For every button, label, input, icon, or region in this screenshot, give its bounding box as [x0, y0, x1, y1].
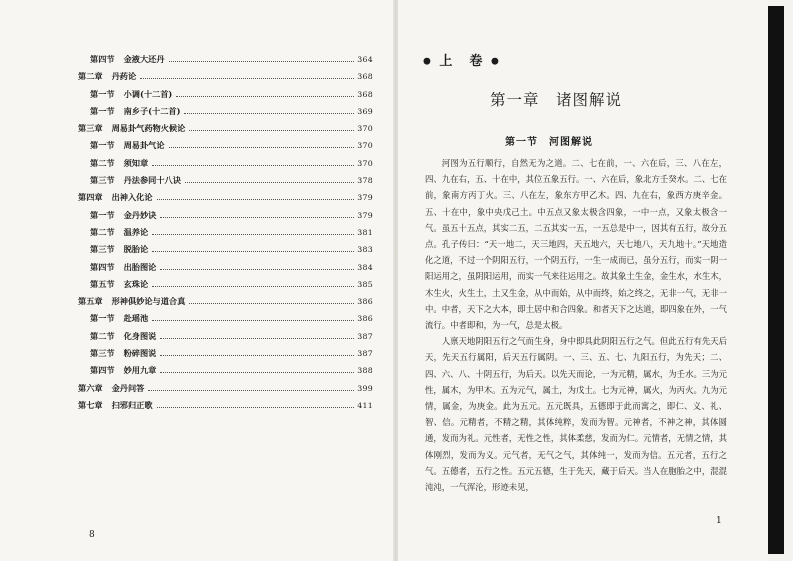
toc-entry-page: 411: [357, 400, 373, 410]
toc-dot-leader: [152, 164, 354, 166]
toc-dot-leader: [160, 371, 354, 373]
toc-entry-page: 386: [357, 297, 373, 307]
table-of-contents: [78, 54, 373, 417]
toc-entry-number: 第四节: [90, 365, 115, 376]
toc-entry-title: 出胎图论: [123, 261, 157, 272]
toc-entry-page: 370: [357, 141, 373, 151]
toc-dot-leader: [140, 77, 354, 79]
toc-dot-leader: [160, 268, 354, 270]
toc-entry-title: 扫邪归正歌: [111, 399, 153, 410]
toc-entry-number: 第三节: [90, 175, 115, 186]
toc-dot-leader: [184, 112, 354, 114]
toc-entry-title: 丹药论: [111, 71, 137, 82]
toc-entry-number: 第四节: [90, 54, 115, 64]
toc-entry-page: 368: [357, 72, 373, 82]
toc-entry-number: 第五节: [90, 278, 115, 289]
toc-entry-title: 形神俱妙论与道合真: [111, 296, 186, 307]
toc-entry: [78, 158, 373, 175]
toc-entry-title: 粉碎图说: [123, 348, 157, 359]
toc-entry: [78, 227, 373, 244]
toc-entry: [78, 279, 373, 296]
toc-entry-title: 周易卦气论: [123, 140, 165, 151]
toc-entry-page: 368: [357, 89, 373, 99]
toc-dot-leader: [157, 406, 355, 408]
toc-entry-title: 赴瑶池: [123, 313, 149, 324]
toc-dot-leader: [157, 198, 355, 200]
toc-entry-title: 化身图说: [123, 330, 157, 341]
toc-entry: [78, 71, 373, 88]
toc-entry: [78, 262, 373, 279]
toc-entry-page: 379: [357, 210, 373, 220]
toc-entry-page: 379: [357, 193, 373, 203]
toc-entry: [78, 313, 373, 330]
section-title: 第一节 河图解说: [505, 137, 593, 148]
toc-entry: [78, 331, 373, 348]
toc-entry-number: 第一节: [90, 140, 115, 151]
toc-entry-title: 须知章: [123, 157, 149, 168]
toc-entry-page: 369: [357, 106, 373, 116]
toc-entry-title: 脱胎论: [123, 244, 149, 255]
toc-entry-number: 第四章: [78, 192, 103, 203]
toc-entry-page: 378: [357, 176, 373, 186]
toc-entry-title: 小调(十二首): [123, 88, 173, 99]
toc-entry: [78, 383, 373, 400]
scan-edge-shadow: [768, 6, 784, 554]
toc-entry-number: 第二节: [90, 330, 115, 341]
toc-dot-leader: [169, 60, 355, 62]
toc-entry: [78, 400, 373, 417]
toc-entry-number: 第一节: [90, 313, 115, 324]
toc-entry-number: 第三章: [78, 123, 103, 134]
toc-entry: [78, 106, 373, 123]
toc-entry-number: 第一节: [90, 105, 115, 116]
toc-entry-page: 383: [357, 245, 373, 255]
toc-entry: [78, 175, 373, 192]
toc-entry: [78, 192, 373, 209]
toc-entry-page: 370: [357, 124, 373, 134]
toc-dot-leader: [189, 302, 354, 304]
toc-entry-title: 周易卦气药物火候论: [111, 123, 186, 134]
toc-dot-leader: [152, 319, 354, 321]
left-page-number: 8: [89, 530, 95, 540]
toc-entry-title: 玄珠论: [123, 278, 149, 289]
toc-entry-page: 381: [357, 227, 373, 237]
toc-entry-number: 第七章: [78, 399, 103, 410]
toc-entry: [78, 54, 373, 71]
toc-entry-number: 第三节: [90, 348, 115, 359]
toc-dot-leader: [176, 95, 354, 97]
toc-entry-title: 出神入化论: [111, 192, 153, 203]
toc-dot-leader: [160, 354, 354, 356]
toc-entry-title: 丹法参同十八诀: [123, 175, 181, 186]
toc-entry-page: 385: [357, 279, 373, 289]
toc-entry-number: 第一节: [90, 209, 115, 220]
toc-entry-number: 第六章: [78, 382, 103, 393]
toc-dot-leader: [152, 250, 354, 252]
toc-entry-number: 第四节: [90, 261, 115, 272]
volume-heading-text: 上 卷: [439, 54, 485, 69]
toc-entry-title: 妙用九章: [123, 365, 157, 376]
toc-entry-page: 387: [357, 331, 373, 341]
toc-entry-page: 388: [357, 366, 373, 376]
toc-entry-number: 第五章: [78, 296, 103, 307]
toc-dot-leader: [169, 146, 355, 148]
toc-entry: [78, 123, 373, 140]
chapter-title: 第一章 诸图解说: [490, 91, 623, 109]
toc-entry-page: 370: [357, 158, 373, 168]
toc-entry-number: 第二节: [90, 226, 115, 237]
toc-entry: [78, 210, 373, 227]
toc-dot-leader: [148, 389, 354, 391]
volume-heading: [423, 50, 501, 69]
toc-dot-leader: [185, 181, 354, 183]
bullet-icon: ●: [490, 56, 501, 67]
toc-entry: [78, 296, 373, 313]
body-text: [425, 155, 727, 495]
right-page-number: 1: [716, 516, 722, 526]
toc-entry: [78, 140, 373, 157]
toc-entry: [78, 365, 373, 382]
toc-entry-page: 399: [357, 383, 373, 393]
toc-entry-page: 364: [357, 55, 373, 64]
toc-entry-number: 第二节: [90, 157, 115, 168]
toc-entry-title: 金液大还丹: [123, 54, 165, 64]
bullet-icon: ●: [423, 56, 433, 67]
toc-entry-page: 386: [357, 314, 373, 324]
toc-entry-number: 第一节: [90, 88, 115, 99]
toc-dot-leader: [160, 337, 354, 339]
paragraph: 人禀天地阴阳五行之气而生身，身中即具此阴阳五行之气。但此五行有先天后天，先天五行属阳，后天五行属阴。一、三、五、七、九阳五行，为先天；二、四、六、八、十阴五行，为后天。以先天而论，一为元精，属水，为壬水。三为元性，属木，为甲木。五为元气，属土，为戊土。七为元神，属火，为丙火。九为元情，属金，为庚金。此为五元。五元既具，五德即于此而寓之，即仁、义、礼、智、信。元精者，不精之精，其体纯粹，发而为智。元神者，不神之神，其体圆通，发而为礼。元性者，无性之性，其体柔慈，发而为仁。元情者，无情之情，其体刚烈，发而为义。元气者，无气之气，其体纯一，发而为信。五元者，五行之气。五德者，五行之性。五元五德，生于先天，藏于后天。当人在胞胎之中，混混沌沌，一气浑沦，形迹未见，: [425, 336, 727, 493]
toc-entry-title: 温养论: [123, 226, 149, 237]
toc-entry-page: 387: [357, 349, 373, 359]
toc-dot-leader: [189, 129, 354, 131]
toc-entry-title: 金丹问答: [111, 382, 145, 393]
toc-entry-page: 384: [357, 262, 373, 272]
toc-entry-title: 金丹妙诀: [123, 209, 157, 220]
paragraph: 河图为五行顺行，自然无为之道。二、七在前，一、六在后，三、八在左，四、九在右，五、十在中，其位五象五行。一、六在后，象北方壬癸水。二、七在前，象南方丙丁火。三、八在左，象东方甲乙木。四、九在右，象西方庚辛金。五、十在中，象中央戊己土。中五点又象太极含四象，一中一点，又象太极含一气。虽五十五点，其实二五，二五其实一五，一五总是中一，因其有五行，故分五点。孔子传曰：“天一地二，天三地四，天五地六，天七地八，天九地十。”天地造化之道，不过一个阴阳五行，一个阴五行，一生一成而已，虽分五行，而实一阴一阳运用之，虽阴阳运用，而实一气来往运用之。故其象土生金，金生水，水生木，木生火，火生土，土又生金，从中而始，从中而终，始之终之，无非一气，无非一中。中者，天下之大本，即土居中和合四象。和者天下之达道，即四象在外，一气流行。中者即和，为一气，总是太极。: [425, 158, 727, 331]
toc-dot-leader: [152, 233, 354, 235]
toc-entry-number: 第三节: [90, 244, 115, 255]
toc-entry-title: 南乡子(十二首): [123, 105, 181, 116]
toc-entry: [78, 244, 373, 261]
toc-dot-leader: [152, 285, 354, 287]
toc-entry: [78, 89, 373, 106]
toc-dot-leader: [160, 216, 354, 218]
toc-entry: [78, 348, 373, 365]
toc-entry-number: 第二章: [78, 71, 103, 82]
